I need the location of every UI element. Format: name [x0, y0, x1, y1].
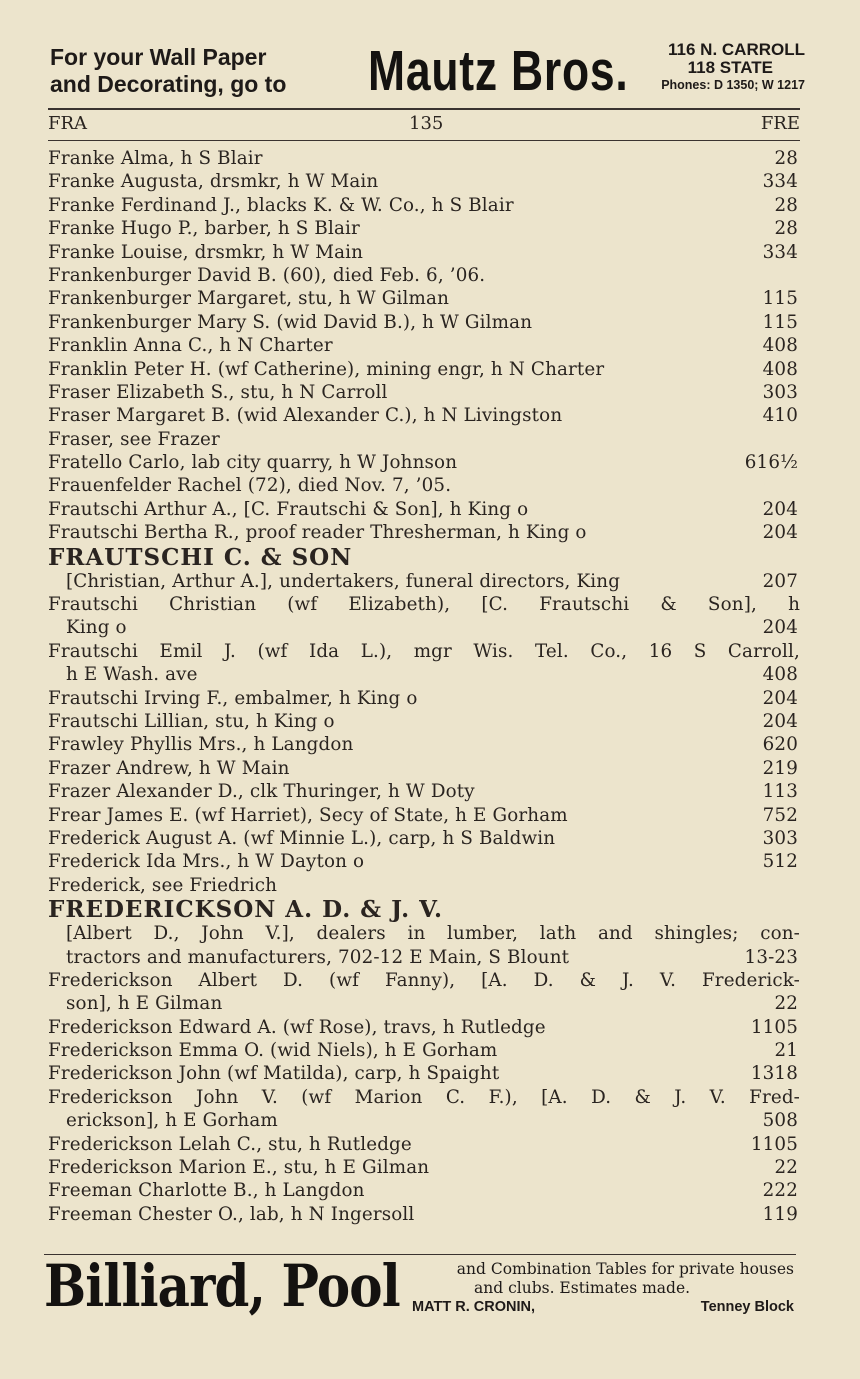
directory-entry: [48, 593, 800, 616]
entry-text: Frautschi Emil J. (wf Ida L.), mgr Wis. Tel. Co., 16 S Carroll,: [48, 640, 800, 662]
directory-entry: [48, 264, 800, 287]
footer-ad-name: MATT R. CRONIN,: [412, 1299, 535, 1315]
directory-entry: [48, 804, 800, 827]
ad-tagline-line2: and Decorating, go to: [50, 71, 287, 97]
entry-number: 1105: [750, 1016, 798, 1038]
entry-text: [Albert D., John V.], dealers in lumber, lath and shingles; con-: [66, 923, 800, 945]
entry-text: Frazer Alexander D., clk Thuringer, h W Doty: [48, 781, 475, 803]
directory-entry: [48, 922, 800, 945]
directory-entry: [48, 1062, 800, 1085]
directory-entry: [48, 640, 800, 663]
directory-entry: [48, 287, 800, 310]
entry-text: Frederickson John V. (wf Marion C. F.), [A. D. & J. V. Fred-: [48, 1086, 800, 1108]
entry-text: Frazer Andrew, h W Main: [48, 757, 290, 779]
entry-text: Frederickson Marion E., stu, h E Gilman: [48, 1157, 430, 1179]
directory-entry: [48, 170, 800, 193]
entry-number: 115: [762, 288, 798, 310]
directory-entry: [48, 498, 800, 521]
entry-text: Fraser Margaret B. (wid Alexander C.), h N Livingston: [48, 405, 563, 427]
directory-entry: [48, 1133, 800, 1156]
entry-text: Franke Ferdinand J., blacks K. & W. Co., h S Blair: [48, 194, 514, 216]
ad-address-line2: 118 STATE: [687, 58, 773, 77]
running-head-left: FRA: [48, 113, 88, 134]
header-advertisement: [50, 40, 805, 102]
entry-number: 334: [762, 171, 798, 193]
running-head: [48, 108, 800, 141]
directory-entry: [48, 311, 800, 334]
directory-entry: [48, 1109, 800, 1132]
directory-entry: [48, 381, 800, 404]
entry-number: 22: [774, 1157, 798, 1179]
entry-text: FRAUTSCHI C. & SON: [48, 543, 353, 571]
entry-number: 28: [774, 148, 798, 169]
entry-number: 303: [762, 381, 798, 403]
footer-ad-text: [412, 1260, 794, 1317]
entry-text: Franke Hugo P., barber, h S Blair: [48, 218, 360, 240]
directory-entry: [48, 404, 800, 427]
entry-text: Franke Augusta, drsmkr, h W Main: [48, 171, 379, 193]
entry-number: 303: [762, 827, 798, 849]
footer-ad-contact: [412, 1297, 794, 1317]
entry-text: [Christian, Arthur A.], undertakers, funeral directors, King: [66, 570, 621, 592]
directory-entry: [48, 1039, 800, 1062]
directory-entry: [48, 1016, 800, 1039]
entry-number: 334: [762, 241, 798, 263]
directory-entry: [48, 451, 800, 474]
ad-tagline-line1: For your Wall Paper: [50, 44, 267, 70]
directory-entry: [48, 241, 800, 264]
directory-entry: [48, 827, 800, 850]
directory-entry: [48, 757, 800, 780]
business-heading: [48, 897, 800, 922]
entry-number: 408: [762, 358, 798, 380]
entry-text: FREDERICKSON A. D. & J. V.: [48, 896, 444, 924]
entry-number: 113: [762, 781, 798, 803]
entry-text: Frear James E. (wf Harriet), Secy of State, h E Gorham: [48, 804, 568, 826]
directory-entry: [48, 1156, 800, 1179]
directory-entry: [48, 850, 800, 873]
entry-text: Fraser Elizabeth S., stu, h N Carroll: [48, 381, 388, 403]
entry-text: Frautschi Christian (wf Elizabeth), [C. Frautschi & Son], h: [48, 594, 800, 616]
ad-phones: Phones: D 1350; W 1217: [661, 78, 805, 92]
entry-number: 204: [762, 498, 798, 520]
directory-entry: [48, 570, 800, 593]
directory-entry: [48, 969, 800, 992]
entry-text: erickson], h E Gorham: [66, 1110, 278, 1132]
ad-address-block: [630, 40, 805, 94]
entry-text: Frautschi Irving F., embalmer, h King o: [48, 687, 418, 709]
footer-advertisement: [44, 1252, 796, 1320]
entry-text: Frankenburger Mary S. (wid David B.), h W Gilman: [48, 311, 533, 333]
directory-entry: [48, 687, 800, 710]
entry-number: 408: [762, 664, 798, 686]
directory-entry: [48, 733, 800, 756]
entry-text: Franke Louise, drsmkr, h W Main: [48, 241, 364, 263]
entry-text: Frederickson John (wf Matilda), carp, h Spaight: [48, 1063, 500, 1085]
directory-entry: [48, 334, 800, 357]
entry-text: Franke Alma, h S Blair: [48, 148, 263, 169]
entry-number: 752: [762, 804, 798, 826]
entry-text: Frankenburger David B. (60), died Feb. 6, ’06.: [48, 264, 486, 286]
entry-text: Frederickson Lelah C., stu, h Rutledge: [48, 1133, 412, 1155]
entry-text: Freeman Chester O., lab, h N Ingersoll: [48, 1203, 415, 1225]
directory-entry: [48, 428, 800, 451]
directory-entry: [48, 874, 800, 897]
entry-text: Fratello Carlo, lab city quarry, h W Johnson: [48, 452, 458, 474]
entry-number: 512: [762, 851, 798, 873]
entry-text: Frautschi Arthur A., [C. Frautschi & Son], h King o: [48, 498, 529, 520]
entry-text: Frederickson Edward A. (wf Rose), travs, h Rutledge: [48, 1016, 546, 1038]
directory-entry: [48, 1086, 800, 1109]
entry-text: Frederick, see Friedrich: [48, 874, 278, 896]
entry-text: Frederickson Emma O. (wid Niels), h E Gorham: [48, 1040, 498, 1062]
directory-entry: [48, 780, 800, 803]
entry-number: 616½: [744, 452, 798, 474]
directory-entry: [48, 521, 800, 544]
entry-number: 28: [774, 218, 798, 240]
footer-ad-location: Tenney Block: [700, 1299, 794, 1315]
entry-text: King o: [66, 617, 127, 639]
entry-number: 620: [762, 734, 798, 756]
entry-text: Frederick August A. (wf Minnie L.), carp, h S Baldwin: [48, 827, 556, 849]
entry-number: 204: [762, 687, 798, 709]
entry-number: 410: [762, 405, 798, 427]
entry-text: son], h E Gilman: [66, 993, 223, 1015]
ad-tagline: [50, 44, 286, 98]
entry-number: 204: [762, 522, 798, 544]
entry-text: Frederickson Albert D. (wf Fanny), [A. D. & J. V. Frederick-: [48, 969, 800, 991]
entry-number: 204: [762, 617, 798, 639]
ad-brand-name: Mautz Bros.: [368, 39, 629, 103]
entry-number: 22: [774, 993, 798, 1015]
directory-entry: [48, 474, 800, 497]
entry-text: tractors and manufacturers, 702-12 E Main, S Blount: [66, 946, 570, 968]
directory-entry: [48, 946, 800, 969]
footer-ad-line1: and Combination Tables for private houses: [456, 1260, 794, 1278]
directory-entry: [48, 147, 800, 170]
entry-number: 1105: [750, 1133, 798, 1155]
entry-number: 204: [762, 710, 798, 732]
entry-number: 21: [774, 1040, 798, 1062]
entry-text: Frautschi Lillian, stu, h King o: [48, 710, 335, 732]
footer-ad-brand: Billiard, Pool: [44, 1252, 400, 1320]
directory-entry: [48, 1179, 800, 1202]
running-head-right: FRE: [760, 113, 800, 134]
entry-text: h E Wash. ave: [66, 664, 198, 686]
directory-listing: [48, 147, 800, 1226]
directory-entry: [48, 358, 800, 381]
entry-number: 508: [762, 1110, 798, 1132]
footer-ad-line2: and clubs. Estimates made.: [474, 1279, 691, 1297]
entry-number: 28: [774, 194, 798, 216]
entry-number: 13-23: [744, 946, 798, 968]
ad-address-line1: 116 N. CARROLL: [668, 40, 805, 59]
entry-number: 219: [762, 757, 798, 779]
page-number: 135: [409, 113, 444, 134]
directory-entry: [48, 194, 800, 217]
entry-number: 115: [762, 311, 798, 333]
entry-number: 207: [762, 570, 798, 592]
directory-entry: [48, 217, 800, 240]
entry-text: Fraser, see Frazer: [48, 428, 220, 450]
entry-text: Frauenfelder Rachel (72), died Nov. 7, ’05.: [48, 475, 452, 497]
directory-entry: [48, 616, 800, 639]
directory-entry: [48, 992, 800, 1015]
entry-text: Franklin Anna C., h N Charter: [48, 335, 333, 357]
entry-text: Frankenburger Margaret, stu, h W Gilman: [48, 288, 450, 310]
entry-number: 119: [762, 1203, 798, 1225]
business-heading: [48, 545, 800, 570]
entry-text: Frederick Ida Mrs., h W Dayton o: [48, 851, 365, 873]
entry-text: Frautschi Bertha R., proof reader Thresherman, h King o: [48, 522, 587, 544]
entry-number: 408: [762, 335, 798, 357]
entry-number: 222: [762, 1180, 798, 1202]
entry-number: 1318: [750, 1063, 798, 1085]
directory-entry: [48, 710, 800, 733]
entry-text: Freeman Charlotte B., h Langdon: [48, 1180, 365, 1202]
entry-text: Frawley Phyllis Mrs., h Langdon: [48, 734, 354, 756]
directory-entry: [48, 663, 800, 686]
directory-entry: [48, 1203, 800, 1226]
entry-text: Franklin Peter H. (wf Catherine), mining engr, h N Charter: [48, 358, 605, 380]
